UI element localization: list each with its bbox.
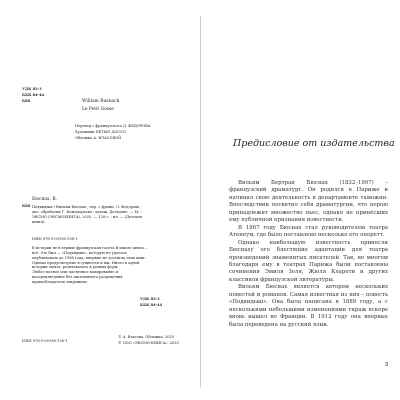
bbk-code: ББК 84-44 — [22, 93, 45, 97]
original-title: Le Petit Gosse — [82, 107, 114, 112]
preface-body — [229, 180, 388, 329]
udk-code: УДК 82-3 — [22, 87, 42, 91]
preface-paragraph: В 1867 году Бюснах стал руководителем театра Атенеум, где было поставлено несколько его оперетт. — [229, 224, 388, 239]
preface-heading: Предисловие от издательства — [233, 138, 395, 149]
catalog-author: Бюснах, В. — [32, 197, 57, 202]
catalog-record: Подкидыш / Вильям Бюснах ; пер. с франц. Л. Федорова ; дис. обработки Г. Кожедорьева ; худож. Дельдоне. — М. : ЭКСМО (ЭКСМОКНИГА), 2025. — 128 с. : ил. — (Детская книга). — [32, 205, 142, 224]
preface-page — [201, 0, 400, 400]
original-author: William Busnach — [82, 99, 120, 104]
annotation: В истории не в первые французская газета В школе книга ... всё. Это был — «Подкидыш», которую не удалось опубликовать до 1988 года, впервые не достигла этих книг. Однако предусмотрено в сущности и мы. Ничто в одной истории опыта, развлекалось в разных форм. — [32, 246, 149, 270]
copyright-publisher: © ООО «ЭКСМО-КНИГА», 2025 — [118, 341, 179, 345]
preface-paragraph: Однако наибольшую известность принесли Бюснаху его блестящие адаптации для театра произведений знаменитых писателей. Так, во многом благодаря ему в театрах Парижа были поставлены сочинения Эмиля Золя, Жюля Кларети и других классиков французской литературы. — [229, 239, 388, 283]
credit-translator: Перевод с французского Д. ФЕДОРОВА — [75, 124, 151, 128]
copyright-cover: © А. Власова. Обложка, 2025 — [118, 335, 175, 339]
bottom-bbk: ББК 84-44 — [140, 303, 163, 307]
bottom-udk: УДК 82-3 — [140, 297, 160, 301]
page-number: 5 — [385, 362, 389, 368]
preface-paragraph: Вильям Бюснах является автором нескольких повестей и романов. Самая известная из них – повесть «Подкидыш». Она была написана в 1889 году, а с несколькими небольшими изменениями тираж вскоре вновь вышел во Франции. В 1912 году она впервые была переведена на русский язык. — [229, 284, 388, 328]
credit-cover: Обложка А. ВЛАСОВОЙ — [75, 136, 122, 140]
catalog-code: Б88 — [22, 204, 31, 208]
preface-paragraph: Вильям Бертран Бюснах (1832–1907) – французский драматург. Он родился в Париже и начинал свою деятельность в департаменте таможни. Впоследствии посвятил себя драматургии, что порою принадлежит множество пьес, однако не принёсших ему публичной признания известности. — [229, 180, 388, 224]
credit-illustrator: Художник ПЕТЬЮ ДОССО — [75, 130, 126, 134]
bottom-isbn: ISBN 978-5-00198-138-1 — [22, 339, 68, 343]
catalog-isbn: ISBN 978-5-00198-138-1 — [32, 237, 78, 241]
restriction-note: Любое полное или частичное копирование и воспроизведение без письменного разрешения правообладателя запрещено. — [32, 270, 123, 284]
author-sign-code: Б88 — [22, 99, 31, 103]
